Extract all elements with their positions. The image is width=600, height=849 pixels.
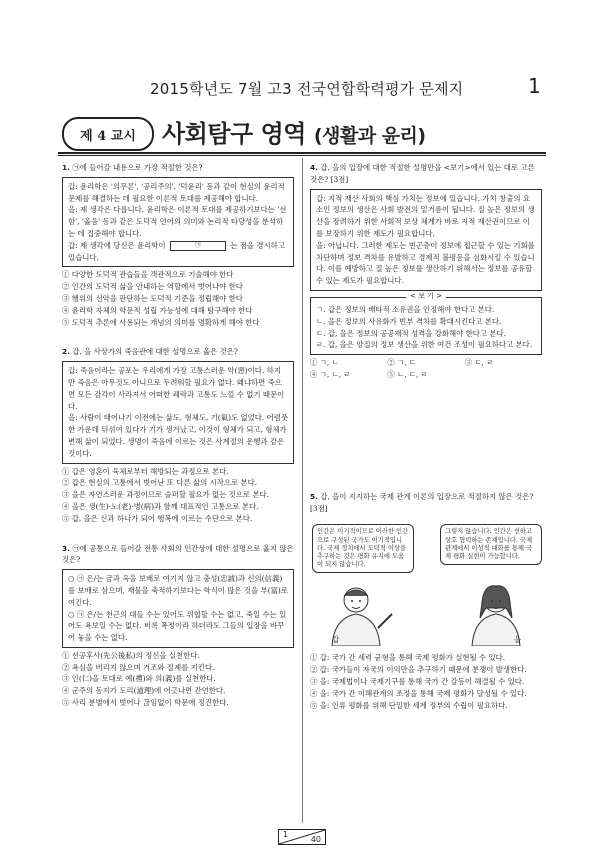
passage-line: 을: 제 생각은 다릅니다. 윤리학은 이론적 토대를 제공하기보다는 '선함', '옳음' 등과 같은 도덕적 언어의 의미와 논리적 타당성을 분석하는 데 집중해야 합니다. <box>68 205 287 238</box>
passage-box <box>62 361 294 463</box>
question-stem: ㉠에 들어갈 내용으로 가장 적절한 것은? <box>72 163 203 172</box>
speaker-label-left: 갑 <box>332 635 340 645</box>
passage-line: 갑: 죽음이라는 공포는 우리에게 가장 고통스러운 악(惡)이다. 하지만 죽음은 아무것도 아니므로 두려워할 필요가 없다. 왜냐하면 죽으면 모든 감각이 사라져서 어떠한 쾌락과 고통도 느낄 수 없기 때문이다. <box>68 366 285 411</box>
passage-line: 을: 아닙니다. 그러한 제도는 빈곤층이 정보에 접근할 수 있는 기회를 차단하며 정보 격차를 유발하고 경제적 불평등을 심화시킬 수 있습니다. 이를 예방하고 질 높은 정보를 생산하기 위해서는 정보를 공유할 수 있는 제도가 필요합니다. <box>316 240 535 286</box>
answer-options <box>62 269 294 328</box>
passage-line: 갑: 지적 재산 사회의 핵심 가치는 정보에 있습니다. 가치 창출의 요소인 정보의 생산은 사회 발전의 밑거름이 됩니다. 질 높은 정보의 생산을 장려하기 위한 사회적 보상 체계가 바로 지적 재산권이므로 이를 보장하기 위한 제도가 필요합니다. <box>316 193 535 238</box>
answer-option[interactable]: ④ 윤리학 자체의 학문적 성립 가능성에 대해 탐구해야 한다 <box>62 305 253 315</box>
answer-options <box>310 652 542 711</box>
speaker-label-right: 을 <box>514 635 522 645</box>
passage-line: 갑: 윤리학은 '의무론', '공리주의', '덕윤리' 등과 같이 현실의 윤리적 문제를 해결하는 데 필요한 이론적 토대를 제공해야 합니다. <box>68 181 285 203</box>
answer-option[interactable]: ⑤ 도덕적 추론에 사용되는 개념의 의미를 명확하게 해야 한다 <box>62 317 260 327</box>
passage-text: 갑: 제 생각에 당신은 윤리학이 <box>68 240 166 250</box>
answer-option[interactable]: ④ 군주의 동지가 도리(道理)에 어긋나면 간언한다. <box>62 686 226 696</box>
question-number: 1. <box>62 163 70 172</box>
subject-main: 사회탐구 영역 <box>162 120 314 148</box>
answer-option[interactable]: ② 인간의 도덕적 삶을 안내하는 역할에서 벗어나야 한다 <box>62 282 243 292</box>
bogi-section <box>310 291 542 355</box>
exam-title: 2015학년도 7월 고3 전국연합학력평가 문제지 <box>150 80 464 98</box>
question-4 <box>310 162 542 381</box>
answer-option[interactable]: ② 갑은 현실의 고통에서 벗어난 또 다른 삶의 시작으로 본다. <box>62 478 258 488</box>
bogi-label: < 보 기 > <box>406 291 446 303</box>
answer-option[interactable]: ③ 을은 자연스러운 과정이므로 슬퍼할 필요가 없는 것으로 본다. <box>62 490 270 500</box>
bogi-item: ㄴ. 을은 정보의 사유화가 빈부 격차를 확대시킨다고 본다. <box>316 316 502 326</box>
bogi-item: ㄱ. 갑은 정보의 배타적 소유권을 인정해야 한다고 본다. <box>316 304 495 314</box>
speech-bubble-left: 인간은 이기적이므로 이러한 인간으로 구성된 국가도 이기적입니다. 국제 정치에서 도덕적 이상을 추구하는 것은 평화 유지에 도움이 되지 않습니다. <box>312 524 414 573</box>
question-number: 4. <box>310 163 318 172</box>
bogi-item: ㄷ. 갑, 을은 정보의 공공재적 성격을 강화해야 한다고 본다. <box>316 328 507 338</box>
cartoon-illustration <box>310 520 542 648</box>
question-stem: ㉠에 공통으로 들어갈 전통 사회의 인간상에 대한 설명으로 옳지 않은 것은? <box>62 543 294 565</box>
right-column <box>310 162 542 711</box>
total-pages: 40 <box>310 835 321 844</box>
answer-option[interactable]: ① 갑은 영혼이 육체로부터 해방되는 과정으로 본다. <box>62 466 229 476</box>
page-number: 1 <box>528 74 541 98</box>
passage-box <box>62 569 294 648</box>
answer-option[interactable]: ⑤ 을: 인류 평화를 위해 단일한 세계 정부의 수립이 필요하다. <box>310 700 508 710</box>
passage-line <box>68 240 288 264</box>
answer-option[interactable]: ⑤ 사리 분별에서 벗어나 끊임없이 학문에 정진한다. <box>62 698 229 708</box>
answer-option[interactable]: ③ 인(仁)을 토대로 예(禮)와 의(義)를 실천한다. <box>62 674 216 684</box>
answer-option[interactable]: ① ㄱ, ㄴ <box>310 358 339 368</box>
subject-title <box>162 114 426 149</box>
passage-box <box>310 189 542 291</box>
person-right-illustration <box>456 584 536 646</box>
passage-line: 을: 사람이 태어나기 이전에는 삶도, 형체도, 기(氣)도 없었다. 어렴풋한 가운데 뒤섞여 있다가 기가 생겨났고, 이것이 형체가 되고, 형체가 변해 삶이 되었다. 생명이 죽음에 이르는 것은 사계절의 운행과 같은 것이다. <box>68 413 288 458</box>
answer-option[interactable]: ③ 을: 국제법이나 국제기구를 통해 국가 간 갈등이 해결될 수 있다. <box>310 676 525 686</box>
answer-option[interactable]: ② 욕심을 버리지 않으며 거조와 절제를 지킨다. <box>62 662 215 672</box>
answer-options <box>310 357 542 381</box>
answer-option[interactable]: ⑤ 갑, 을은 신과 하나가 되어 행복에 이르는 수단으로 본다. <box>62 513 253 523</box>
bogi-item: ㄹ. 갑, 을은 양질의 정보 생산을 위한 여건 조성이 필요하다고 본다. <box>316 340 533 350</box>
question-5 <box>310 491 542 712</box>
passage-line: ○ ㉠ 은/는 금과 옥을 보배로 여기지 않고 충성(忠誠)과 신의(信義)를 보배로 삼으며, 재물을 축적하기보다는 학식이 많은 것을 부(富)로 여긴다. <box>68 574 288 607</box>
answer-option[interactable]: ③ ㄷ, ㄹ <box>464 358 494 368</box>
left-column <box>62 162 294 709</box>
question-number: 3. <box>62 543 70 553</box>
answer-option[interactable]: ① 다양한 도덕적 관습들을 객관적으로 기술해야 한다 <box>62 270 234 280</box>
question-2 <box>62 346 294 524</box>
answer-option[interactable]: ② ㄱ, ㄷ <box>387 358 417 368</box>
blank-mark: ㉠ <box>194 241 201 249</box>
passage-box <box>62 177 294 268</box>
page-indicator <box>278 829 326 845</box>
answer-option[interactable]: ⑤ ㄴ, ㄷ, ㄹ <box>387 369 428 379</box>
question-stem: 갑, 을의 입장에 대한 적절한 설명만을 <보기>에서 있는 대로 고른 것은? [3점] <box>310 163 535 184</box>
answer-options <box>62 466 294 525</box>
answer-option[interactable]: ① 갑: 국가 간 세력 균형을 통해 국제 평화가 실현될 수 있다. <box>310 653 506 663</box>
column-divider <box>302 158 303 823</box>
subject-sub: (생활과 윤리) <box>313 125 426 147</box>
answer-option[interactable]: ③ 행위의 선악을 판단하는 도덕적 기준을 정립해야 한다 <box>62 293 243 303</box>
speech-bubble-right: 그렇지 않습니다. 인간은 선하고 상호 협력하는 존재입니다. 국제 관계에서 이성적 대화를 통해 국제 평화 실현이 가능합니다. <box>440 524 542 565</box>
answer-option[interactable]: ① 선공후사(先公後私)의 정신을 실천한다. <box>62 650 200 660</box>
header-rule-thin <box>58 155 546 156</box>
question-1 <box>62 162 294 328</box>
bogi-box <box>310 297 542 355</box>
header-rule <box>58 152 546 154</box>
question-stem: 갑, 을이 지지하는 국제 관계 이론의 입장으로 적절하지 않은 것은? [3점] <box>310 491 534 513</box>
question-3 <box>62 543 294 709</box>
question-number: 2. <box>62 347 70 357</box>
answer-option[interactable]: ④ ㄱ, ㄴ, ㄹ <box>310 369 351 379</box>
person-left-illustration <box>318 584 398 646</box>
passage-line: ○ ㉠ 은/는 천근의 대들 수는 있어도 위협할 수는 없고, 죽일 수는 있어도 욕보일 수는 없다. 비록 폭정이라 하더라도 그들의 입장을 바꾸어 놓을 수는 없다. <box>68 609 287 643</box>
period-badge: 제 4 교시 <box>62 117 154 151</box>
passage-text: 는 점을 경시하고 있습니다. <box>68 240 285 262</box>
answer-option[interactable]: ④ 을: 국가 간 이해관계의 조정을 통해 국제 평화가 달성될 수 있다. <box>310 688 527 698</box>
current-page: 1 <box>283 830 289 839</box>
question-number: 5. <box>310 491 318 501</box>
answer-option[interactable]: ② 갑: 국가들이 자국의 이익만을 추구하기 때문에 분쟁이 발생한다. <box>310 665 527 675</box>
answer-options <box>62 650 294 709</box>
blank-box <box>170 241 226 251</box>
question-stem: 갑, 을 사상가의 죽음관에 대한 설명으로 옳은 것은? <box>72 347 238 357</box>
answer-option[interactable]: ④ 을은 생(生)·노(老)·병(病)과 함께 대표적인 고통으로 본다. <box>62 501 259 511</box>
